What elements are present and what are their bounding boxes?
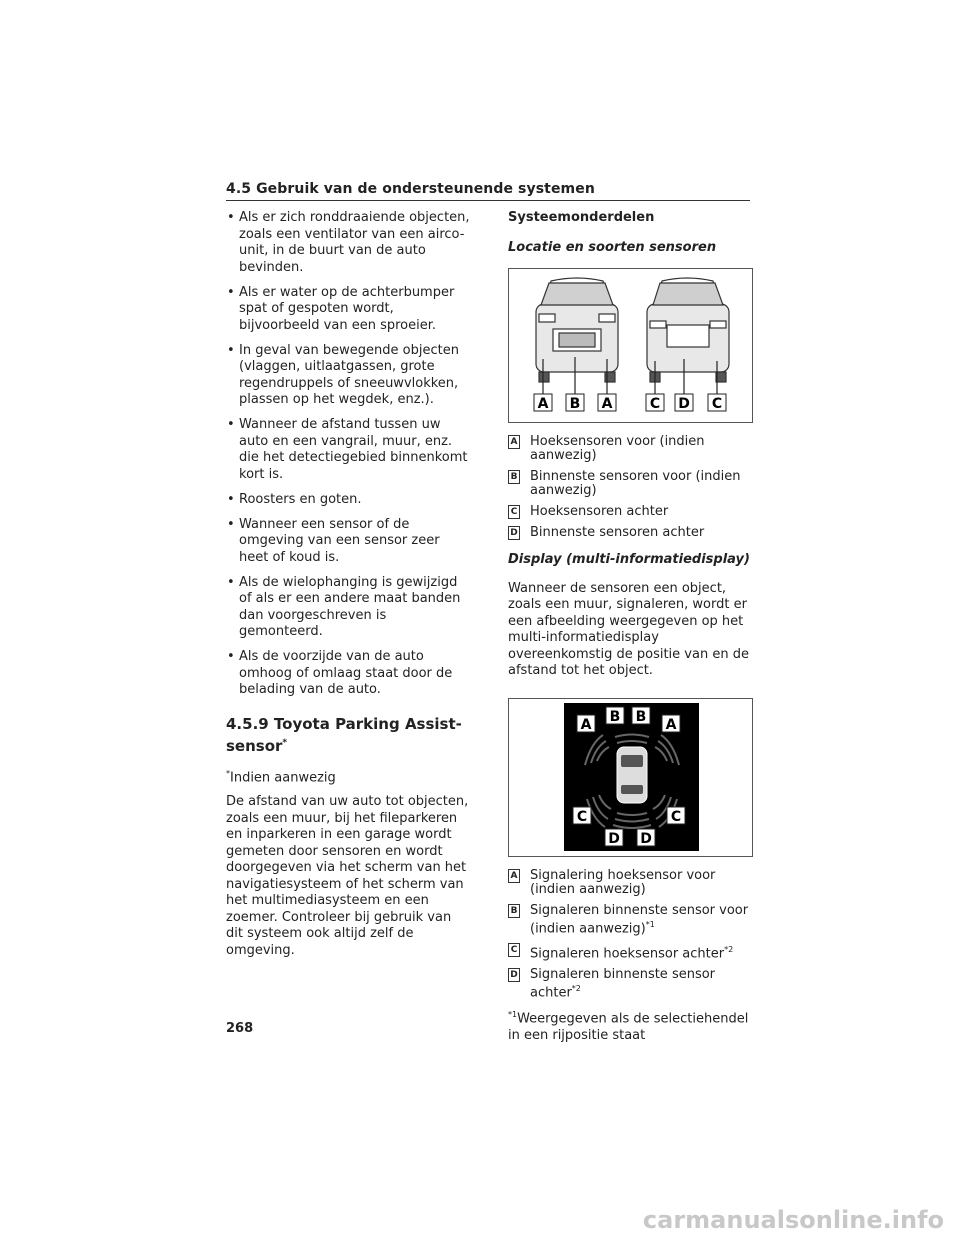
legend-key: B <box>508 470 520 484</box>
section-title <box>226 715 471 756</box>
display-heading: Display (multi-informatiedisplay) <box>508 552 750 567</box>
note-text: Indien aanwezig <box>230 769 336 785</box>
fig1-label-d: D <box>678 396 690 412</box>
legend-item <box>508 968 753 1000</box>
legend-item <box>508 505 753 519</box>
car-front-view <box>536 278 618 382</box>
list-item: • Als de voorzijde van de auto omhoog of omlaag staat door de belading van de auto. <box>226 649 471 699</box>
legend-text: Hoeksensoren voor (indien aanwezig) <box>530 434 705 463</box>
legend-text: Binnenste sensoren voor (indien aanwezig) <box>530 469 741 498</box>
sensor-location-heading: Locatie en soorten sensoren <box>508 239 717 255</box>
fig2-label-d: D <box>608 830 620 847</box>
legend-footnote-ref: *2 <box>571 984 581 994</box>
legend-text: Hoeksensoren achter <box>530 504 669 519</box>
fig1-label-a: A <box>537 396 549 412</box>
legend-text: Signaleren binnenste sensor achter <box>530 967 716 1001</box>
legend-item <box>508 869 753 897</box>
car-front-rear-illustration <box>509 269 752 422</box>
header-title: 4.5 Gebruik van de ondersteunende systemen <box>226 181 595 197</box>
page-number: 268 <box>226 1021 254 1036</box>
section-star: * <box>282 737 288 748</box>
condition-list <box>226 210 471 699</box>
list-item: • Als er zich ronddraaiende objecten, zoals een ventilator van een airco-unit, in de buurt van de auto bevinden. <box>226 210 471 276</box>
note-star: * <box>226 768 230 778</box>
fig2-label-a: A <box>580 716 592 733</box>
figure-1-labels <box>534 394 726 412</box>
legend-key: D <box>508 526 520 540</box>
multi-info-display-illustration <box>509 699 752 856</box>
legend-key: A <box>508 869 520 883</box>
footnote-text: Weergegeven als de selectiehendel in een rijpositie staat <box>508 1011 749 1044</box>
footnote <box>508 1007 753 1044</box>
fig1-label-b: B <box>569 396 581 412</box>
legend-text: Signaleren binnenste sensor voor (indien aanwezig) <box>530 902 749 936</box>
legend-key: A <box>508 435 520 449</box>
fig1-label-c: C <box>711 396 723 412</box>
display-paragraph: Wanneer de sensoren een object, zoals een muur, signaleren, wordt er een afbeelding weergegeven op het multi-informatiedisplay overeenkomstig de positie van en de afstand tot het object. <box>508 580 749 678</box>
legend-text: Signaleren hoeksensor achter <box>530 946 725 962</box>
fig1-label-c: C <box>649 396 661 412</box>
legend-footnote-ref: *1 <box>645 919 655 929</box>
fig2-label-c: C <box>576 808 588 825</box>
list-item: • In geval van bewegende objecten (vlaggen, uitlaatgassen, grote regendruppels of sneeuwvlokken, plassen op het wegdek, enz.). <box>226 343 471 409</box>
legend-key: D <box>508 968 520 982</box>
watermark: carmanualsonline.info <box>642 1206 944 1234</box>
list-item: • Wanneer de afstand tussen uw auto en een vangrail, muur, enz. die het detectiegebied binnenkomt kort is. <box>226 417 471 483</box>
legend-key: C <box>508 505 520 519</box>
list-item: • Roosters en goten. <box>226 492 471 509</box>
right-column <box>508 210 753 1053</box>
display-figure <box>508 698 753 857</box>
components-heading: Systeemonderdelen <box>508 210 655 225</box>
car-top-view-icon <box>617 747 647 803</box>
left-column <box>226 210 471 967</box>
fig1-label-a: A <box>601 396 613 412</box>
legend-item <box>508 526 753 540</box>
legend-footnote-ref: *2 <box>724 944 734 954</box>
page-header <box>226 178 750 201</box>
legend-key: C <box>508 943 520 957</box>
legend-key: B <box>508 904 520 918</box>
intro-paragraph: De afstand van uw auto tot objecten, zoals een muur, bij het fileparkeren en inparkeren in een garage wordt gemeten door sensoren en wordt doorgegeven via het scherm van het navigatiesysteem of het scherm van het multimediasysteem en een zoemer. Controleer bij gebruik van dit systeem ook altijd zelf de omgeving. <box>226 794 469 958</box>
legend-text: Signalering hoeksensor voor (indien aanwezig) <box>530 867 716 897</box>
list-item: • Als er water op de achterbumper spat of gespoten wordt, bijvoorbeeld van een sproeier. <box>226 285 471 335</box>
section-title-text: 4.5.9 Toyota Parking Assist-sensor <box>226 714 462 755</box>
legend-text: Binnenste sensoren achter <box>530 525 705 540</box>
list-item: • Als de wielophanging is gewijzigd of als er een andere maat banden dan voorgeschreven is gemonteerd. <box>226 575 471 641</box>
legend-item <box>508 470 753 498</box>
fig2-label-c: C <box>670 808 682 825</box>
sensor-location-figure <box>508 268 753 423</box>
list-item: • Wanneer een sensor of de omgeving van een sensor zeer heet of koud is. <box>226 517 471 567</box>
legend-item <box>508 435 753 463</box>
legend-item <box>508 943 753 961</box>
footnote-ref: *1 <box>508 1010 518 1020</box>
fig2-label-b: B <box>635 708 647 725</box>
availability-note <box>226 766 471 787</box>
fig2-label-a: A <box>665 716 677 733</box>
fig2-label-b: B <box>609 708 621 725</box>
legend-item <box>508 904 753 936</box>
fig2-label-d: D <box>640 830 652 847</box>
